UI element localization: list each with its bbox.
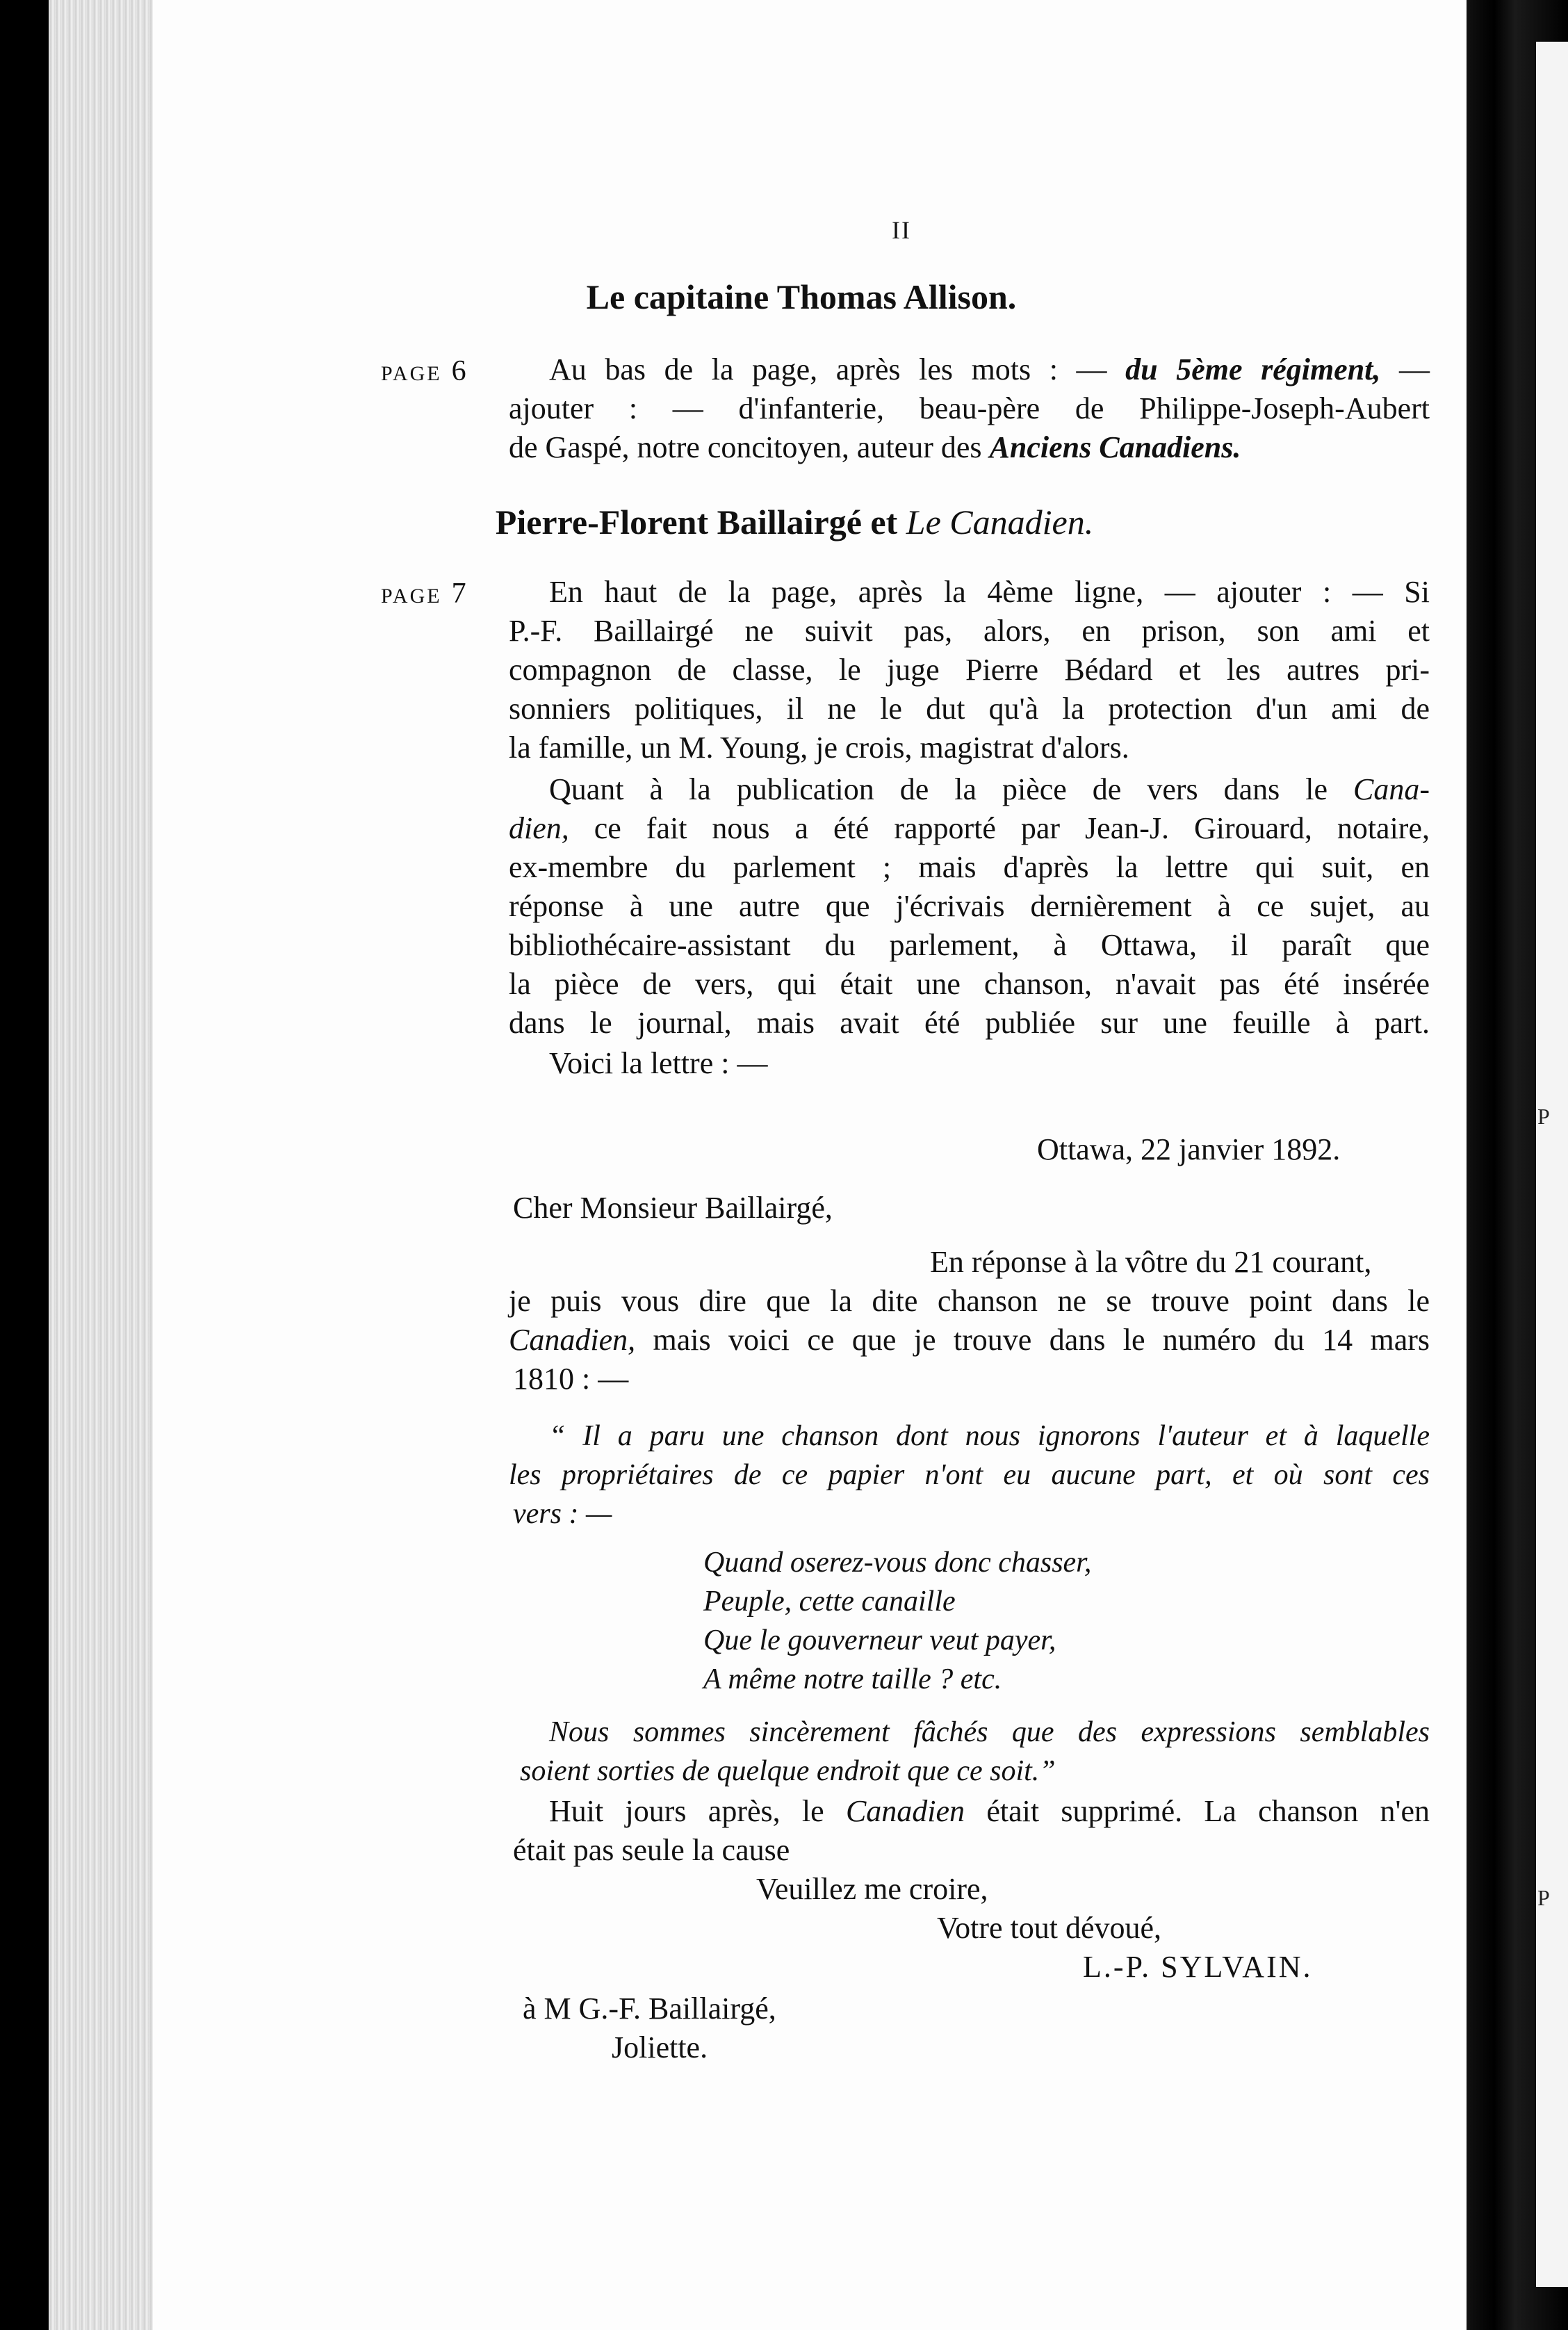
text-line: compagnon de classe, le juge Pierre Bédard et les autres pri- <box>509 653 1430 687</box>
text-line: Quant à la publication de la pièce de vers dans le Cana- <box>549 772 1430 806</box>
section-heading: Le capitaine Thomas Allison. <box>586 277 1017 316</box>
text-line: 1810 : — <box>513 1362 629 1396</box>
letter-dateline: Ottawa, 22 janvier 1892. <box>1037 1132 1341 1166</box>
text-line: dans le journal, mais avait été publiée sur une feuille à part. <box>509 1006 1430 1040</box>
next-page-sliver <box>1536 42 1568 2287</box>
page-number: 7 <box>451 578 468 610</box>
letter-salutation: Cher Monsieur Baillairgé, <box>513 1191 833 1225</box>
letter-closing: Votre tout dévoué, <box>937 1911 1162 1945</box>
text-line: P.-F. Baillairgé ne suivit pas, alors, en prison, son ami et <box>509 614 1430 648</box>
text-line: de Gaspé, notre concitoyen, auteur des Anciens Canadiens. <box>509 430 1241 464</box>
next-page-letter: P <box>1537 1885 1550 1910</box>
text-line: était pas seule la cause <box>513 1833 790 1867</box>
text-line: réponse à une autre que j'écrivais dernièrement à ce sujet, au <box>509 889 1430 923</box>
quotation-line: “ Il a paru une chanson dont nous ignorons l'auteur et à laquelle <box>549 1420 1430 1452</box>
text-line: je puis vous dire que la dite chanson ne se trouve point dans le <box>509 1284 1430 1318</box>
text-line: Canadien, mais voici ce que je trouve dans le numéro du 14 mars <box>509 1323 1430 1357</box>
letter-closing: Veuillez me croire, <box>756 1872 988 1906</box>
letter-signature: L.-P. SYLVAIN. <box>1083 1950 1313 1984</box>
verse-line: A même notre taille ? etc. <box>703 1663 1002 1695</box>
quotation-line: soient sorties de quelque endroit que ce soit.” <box>520 1755 1056 1787</box>
text-line: En haut de la page, après la 4ème ligne, — ajouter : — Si <box>549 575 1430 609</box>
scan-border-left <box>0 0 49 2330</box>
next-page-letter: P <box>1537 1104 1550 1129</box>
text-line: ajouter : — d'infanterie, beau-père de Philippe-Joseph-Aubert <box>509 391 1430 425</box>
quotation-line: vers : — <box>513 1498 612 1530</box>
page-label: PAGE <box>381 585 442 608</box>
page-edge-stack <box>49 0 153 2330</box>
verse-line: Quand oserez-vous donc chasser, <box>703 1547 1092 1579</box>
verse-line: Que le gouverneur veut payer, <box>703 1624 1056 1656</box>
section-heading: Pierre-Florent Baillairgé et Le Canadien. <box>495 503 1094 541</box>
quotation-line: Nous sommes sincèrement fâchés que des expressions semblables <box>549 1716 1430 1748</box>
page-number: 6 <box>451 355 468 387</box>
text-line: Huit jours après, le Canadien était supprimé. La chanson n'en <box>549 1794 1430 1828</box>
text-line: En réponse à la vôtre du 21 courant, <box>930 1245 1372 1279</box>
margin-page-ref <box>381 577 468 610</box>
text-line: sonniers politiques, il ne le dut qu'à la protection d'un ami de <box>509 692 1430 726</box>
text-line: Voici la lettre : — <box>549 1046 768 1080</box>
page-folio: II <box>892 216 911 244</box>
text-line: bibliothécaire-assistant du parlement, à Ottawa, il paraît que <box>509 928 1430 962</box>
quotation-line: les propriétaires de ce papier n'ont eu aucune part, et où sont ces <box>509 1459 1430 1491</box>
letter-address: Joliette. <box>612 2030 708 2064</box>
text-line: Au bas de la page, après les mots : — du 5ème régiment, — <box>549 352 1430 386</box>
letter-address: à M G.-F. Baillairgé, <box>523 1991 776 2026</box>
text-line: la famille, un M. Young, je crois, magistrat d'alors. <box>509 731 1129 765</box>
text-line: ex-membre du parlement ; mais d'après la lettre qui suit, en <box>509 850 1430 884</box>
margin-page-ref <box>381 355 468 388</box>
text-line: dien, ce fait nous a été rapporté par Jean-J. Girouard, notaire, <box>509 811 1430 845</box>
page-label: PAGE <box>381 362 442 385</box>
text-line: la pièce de vers, qui était une chanson, n'avait pas été insérée <box>509 967 1430 1001</box>
verse-line: Peuple, cette canaille <box>703 1586 956 1618</box>
